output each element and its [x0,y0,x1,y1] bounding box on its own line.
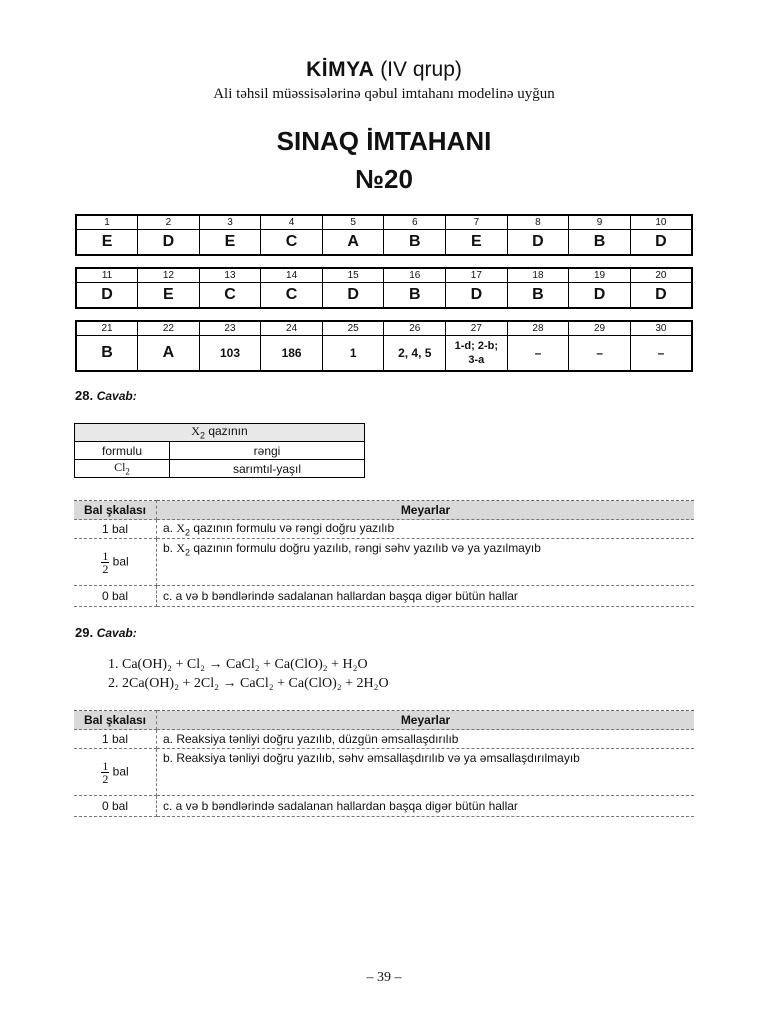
x-subscript: 2 [199,430,205,441]
criteria-row [74,796,694,817]
q-number: 17 [446,268,508,283]
text-pre: b. [163,541,177,555]
header-rest: qazının [204,424,248,439]
q-number: 3 [199,215,261,230]
answer-cell: D [630,230,692,256]
text-pre: a. [163,520,177,535]
fraction-num: 1 [102,548,109,563]
q-number: 19 [569,268,631,283]
score: 0 bal [74,796,157,817]
q28-table-cols [75,442,365,460]
criteria-text: b. Reaksiya tənliyi doğru yazılıb, səhv əmsallaşdırılıb və ya əmsallaşdırılmayıb [157,749,695,796]
q-number: 4 [261,215,323,230]
q-number: 28 [507,321,569,336]
criteria-row [74,586,694,607]
answer-table-1-10 [75,214,693,256]
col-score: Bal şkalası [74,501,157,520]
q-number: 30 [630,321,692,336]
score-half [74,539,157,586]
q28-table-title [75,424,365,442]
subject-title [0,58,768,82]
answer-values-row [76,230,692,256]
q-number: 23 [199,321,261,336]
q-number: 15 [322,268,384,283]
answer-cell-27 [446,336,508,372]
q29-criteria-table [74,710,694,817]
score: 1 bal [74,520,157,539]
formula-value [75,460,170,478]
answer-cell: D [76,283,138,309]
q-number: 12 [138,268,200,283]
answer-cell: – [630,336,692,372]
criteria-row [74,539,694,586]
answer-cell: E [138,283,200,309]
answer-cell: A [322,230,384,256]
q-number: 11 [76,268,138,283]
answer-cell: A [138,336,200,372]
fraction-den: 2 [102,771,109,786]
q-number: 10 [630,215,692,230]
col-criteria: Meyarlar [157,501,695,520]
page-number: – 39 – [366,970,402,985]
q28-table-head [75,424,365,442]
answer-cell: E [199,230,261,256]
col-score: Bal şkalası [74,711,157,730]
criteria-text: a. Reaksiya tənliyi doğru yazılıb, düzgün əmsallaşdırılıb [157,730,695,749]
subject-name: KİMYA [306,58,375,81]
criteria-text: c. a və b bəndlərində sadalanan hallardan başqa digər bütün hallar [157,586,695,607]
q-number: 29 [569,321,631,336]
answer-cell: 103 [199,336,261,372]
x-symbol: X [176,520,186,535]
q-number: 8 [507,215,569,230]
q-number: 2 [138,215,200,230]
q-number: 24 [261,321,323,336]
criteria-row [74,520,694,539]
q-number: 26 [384,321,446,336]
answer-table-11-20 [75,267,693,309]
q-number: 18 [507,268,569,283]
q28-answer-table [74,423,365,478]
answer-cell: 186 [261,336,323,372]
q-number: 21 [76,321,138,336]
answer-cell: D [569,283,631,309]
formula-main: Cl [114,460,126,475]
color-value: sarımtıl-yaşıl [170,460,365,478]
answer-cell: C [261,230,323,256]
criteria-text [157,520,695,539]
answer-cell: B [569,230,631,256]
q29-number: 29. [75,625,94,640]
text-body: qazının formulu doğru yazılıb, rəngi səhv yazılıb və ya yazılmayıb [190,541,541,555]
criteria-text [157,539,695,586]
answer-cell: D [507,230,569,256]
answer-cell: – [507,336,569,372]
answer-cell: B [384,230,446,256]
col-color: rəngi [170,442,365,460]
col-criteria: Meyarlar [157,711,695,730]
fraction-den: 2 [102,561,109,576]
criteria-row [74,749,694,796]
q28-table-values [75,460,365,478]
q-number: 20 [630,268,692,283]
answer-cell: E [76,230,138,256]
answer-cell: D [446,283,508,309]
score-unit: bal [112,764,129,779]
criteria-header [74,711,694,730]
answer-cell: B [76,336,138,372]
equation-2: 2. 2Ca(OH)₂ + 2Cl₂ → CaCl₂ + Ca(ClO)₂ + 2H₂O [108,676,389,691]
score-unit: bal [112,554,129,569]
q-number: 16 [384,268,446,283]
answer-cell: D [322,283,384,309]
score-half [74,749,157,796]
q-number: 9 [569,215,631,230]
score: 0 bal [74,586,157,607]
answer-cell: 2, 4, 5 [384,336,446,372]
answer-table-21-30 [75,320,693,372]
criteria-text: c. a və b bəndlərində sadalanan hallardan başqa digər bütün hallar [157,796,695,817]
q-number: 22 [138,321,200,336]
answer-cell: – [569,336,631,372]
answer-cell: C [199,283,261,309]
answer-cell: D [630,283,692,309]
q-number: 1 [76,215,138,230]
x-symbol: X [176,541,186,555]
score: 1 bal [74,730,157,749]
answer-cell: B [507,283,569,309]
answer-values-row [76,336,692,372]
fraction [101,550,109,575]
q28-number: 28. [75,388,94,403]
q-number: 25 [322,321,384,336]
subject-group: (IV qrup) [380,58,462,81]
fraction-num: 1 [102,758,109,773]
subtitle: Ali təhsil müəssisələrinə qəbul imtahanı modelinə uyğun [213,86,555,102]
answer-cell: C [261,283,323,309]
q28-label [75,388,137,403]
answer-cell: D [138,230,200,256]
text-body: qazının formulu və rəngi doğru yazılıb [190,520,395,535]
q-number: 27 [446,321,508,336]
answer-values-row [76,283,692,309]
answer-cell: E [446,230,508,256]
q28-cavab: Cavab: [96,389,137,403]
exam-title: SINAQ İMTAHANI [276,126,492,156]
answer-cell: B [384,283,446,309]
col-formula: formulu [75,442,170,460]
x-subscript: 2 [185,547,191,558]
q28-criteria-table [74,500,694,607]
q29-label [75,625,137,640]
answer-cell: 1 [322,336,384,372]
formula-sub: 2 [125,466,130,477]
equation-1: 1. Ca(OH)₂ + Cl₂ → CaCl₂ + Ca(ClO)₂ + H₂O [108,657,368,672]
criteria-header [74,501,694,520]
answer-numbers-row [76,268,692,283]
x-symbol: X [191,424,200,439]
q-number: 13 [199,268,261,283]
q-number: 5 [322,215,384,230]
fraction [101,760,109,785]
answer-27-line2: 3-a [468,354,485,366]
q-number: 7 [446,215,508,230]
answer-numbers-row [76,215,692,230]
answer-numbers-row [76,321,692,336]
q-number: 14 [261,268,323,283]
answer-27-line1: 1-d; 2-b; [454,340,499,352]
x-subscript: 2 [185,527,191,538]
q-number: 6 [384,215,446,230]
q29-cavab: Cavab: [96,626,137,640]
exam-number: №20 [355,164,413,194]
criteria-row [74,730,694,749]
